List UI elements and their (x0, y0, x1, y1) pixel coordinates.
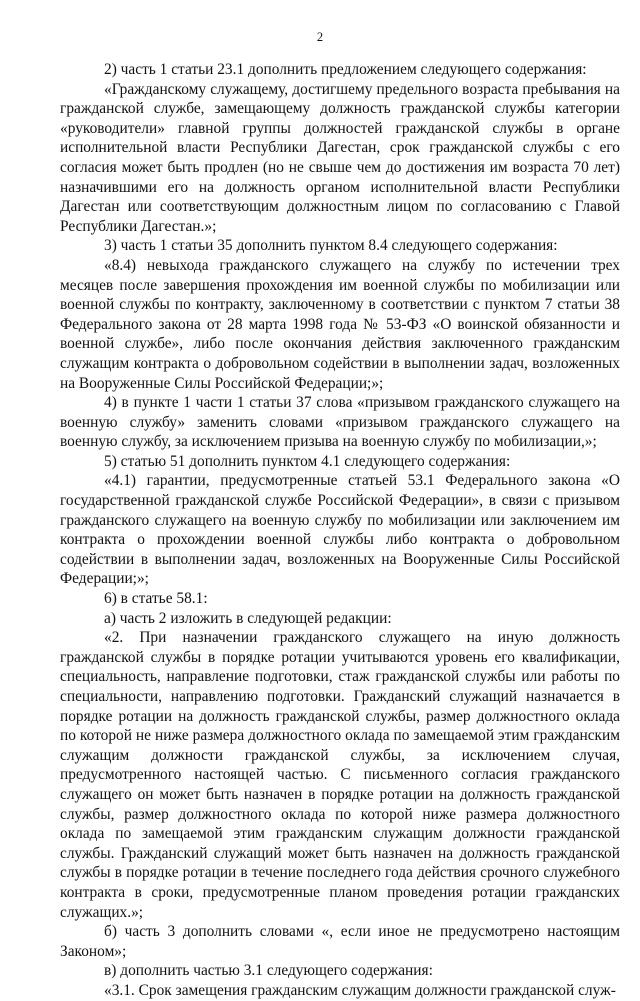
page-number: 2 (316, 30, 324, 44)
paragraph-subitem-v: в) дополнить частью 3.1 следующего содержания: (104, 962, 433, 980)
paragraph-amendment-3: 3) часть 1 статьи 35 дополнить пунктом 8.4 следующего содержания: (104, 237, 558, 255)
paragraph-quote-23-1: «Гражданскому служащему, достигшему предельного возраста пребывания на гражданской службе, замещающему должность гражданской службы категории «руководители» главной группы должностей гражданской службы в органе исполнительной власти Республики Дагестан, срок гражданской службы с его согласия может быть продлен (но не свыше чем до достижения им возраста 70 лет) назначившими его на должность органом исполнительной власти Республики Дагестан или соответствующим должностным лицом по согласованию с Главой Республики Дагестан.»; (60, 80, 620, 235)
paragraph-amendment-6: 6) в статье 58.1: (104, 590, 208, 608)
paragraph-amendment-4: 4) в пункте 1 части 1 статьи 37 слова «призывом гражданского служащего на военную службу» заменить словами «призывом гражданского служащего на военную службу, за исключением призыва на военную службу по мобилизации,»; (60, 394, 620, 451)
paragraph-quote-3-1: «3.1. Срок замещения гражданским служащим должности гражданской служ- (104, 981, 616, 999)
paragraph-quote-4-1: «4.1) гарантии, предусмотренные статьей 53.1 Федерального закона «О государственной гражданской службе Российской Федерации», в связи с призывом гражданского служащего на военную службу по мобилизации или заключением им контракта о прохождении военной службы либо контракта о добровольном содействии в выполнении задач, возложенных на Вооруженные Силы Российской Федерации;»; (60, 472, 620, 588)
paragraph-subitem-b: б) часть 3 дополнить словами «, если иное не предусмотрено настоящим Законом»; (60, 923, 620, 960)
paragraph-quote-8-4: «8.4) невыхода гражданского служащего на службу по истечении трех месяцев после завершения прохождения им военной службы по мобилизации или военной службы по контракту, заключенному в соответствии с пунктом 7 статьи 38 Федерального закона от 28 марта 1998 года № 53-ФЗ «О воинской обязанности и военной службе», либо после окончания действия заключенного гражданским служащим контракта о добровольном содействии в выполнении задач, возложенных на Вооруженные Силы Российской Федерации;»; (60, 256, 620, 392)
paragraph-subitem-a: а) часть 2 изложить в следующей редакции: (104, 609, 392, 627)
paragraph-quote-part-2: «2. При назначении гражданского служащего на иную должность гражданской службы в порядке ротации учитываются уровень его квалификации, специальность, направление подготовки, стаж гражданской службы или работы по специальности, направлению подготовки. Гражданский служащий назначается в порядке ротации на должность гражданской службы, размер должностного оклада по которой не ниже размера должностного оклада по замещаемой этим гражданским служащим должности гражданской службы, за исключением случая, предусмотренного настоящей частью. С письменного согласия гражданского служащего он может быть назначен в порядке ротации на должность гражданской службы, размер должностного оклада по которой ниже размера должностного оклада по замещаемой этим гражданским служащим должности гражданской службы. Гражданский служащий может быть назначен на должность гражданской службы в порядке ротации в течение последнего года действия срочного служебного контракта в сроки, предусмотренные планом проведения ротации гражданских служащих.»; (60, 629, 620, 921)
document-body (60, 60, 620, 1001)
paragraph-amendment-5: 5) статью 51 дополнить пунктом 4.1 следующего содержания: (104, 452, 511, 470)
paragraph-amendment-2: 2) часть 1 статьи 23.1 дополнить предложением следующего содержания: (104, 61, 587, 78)
